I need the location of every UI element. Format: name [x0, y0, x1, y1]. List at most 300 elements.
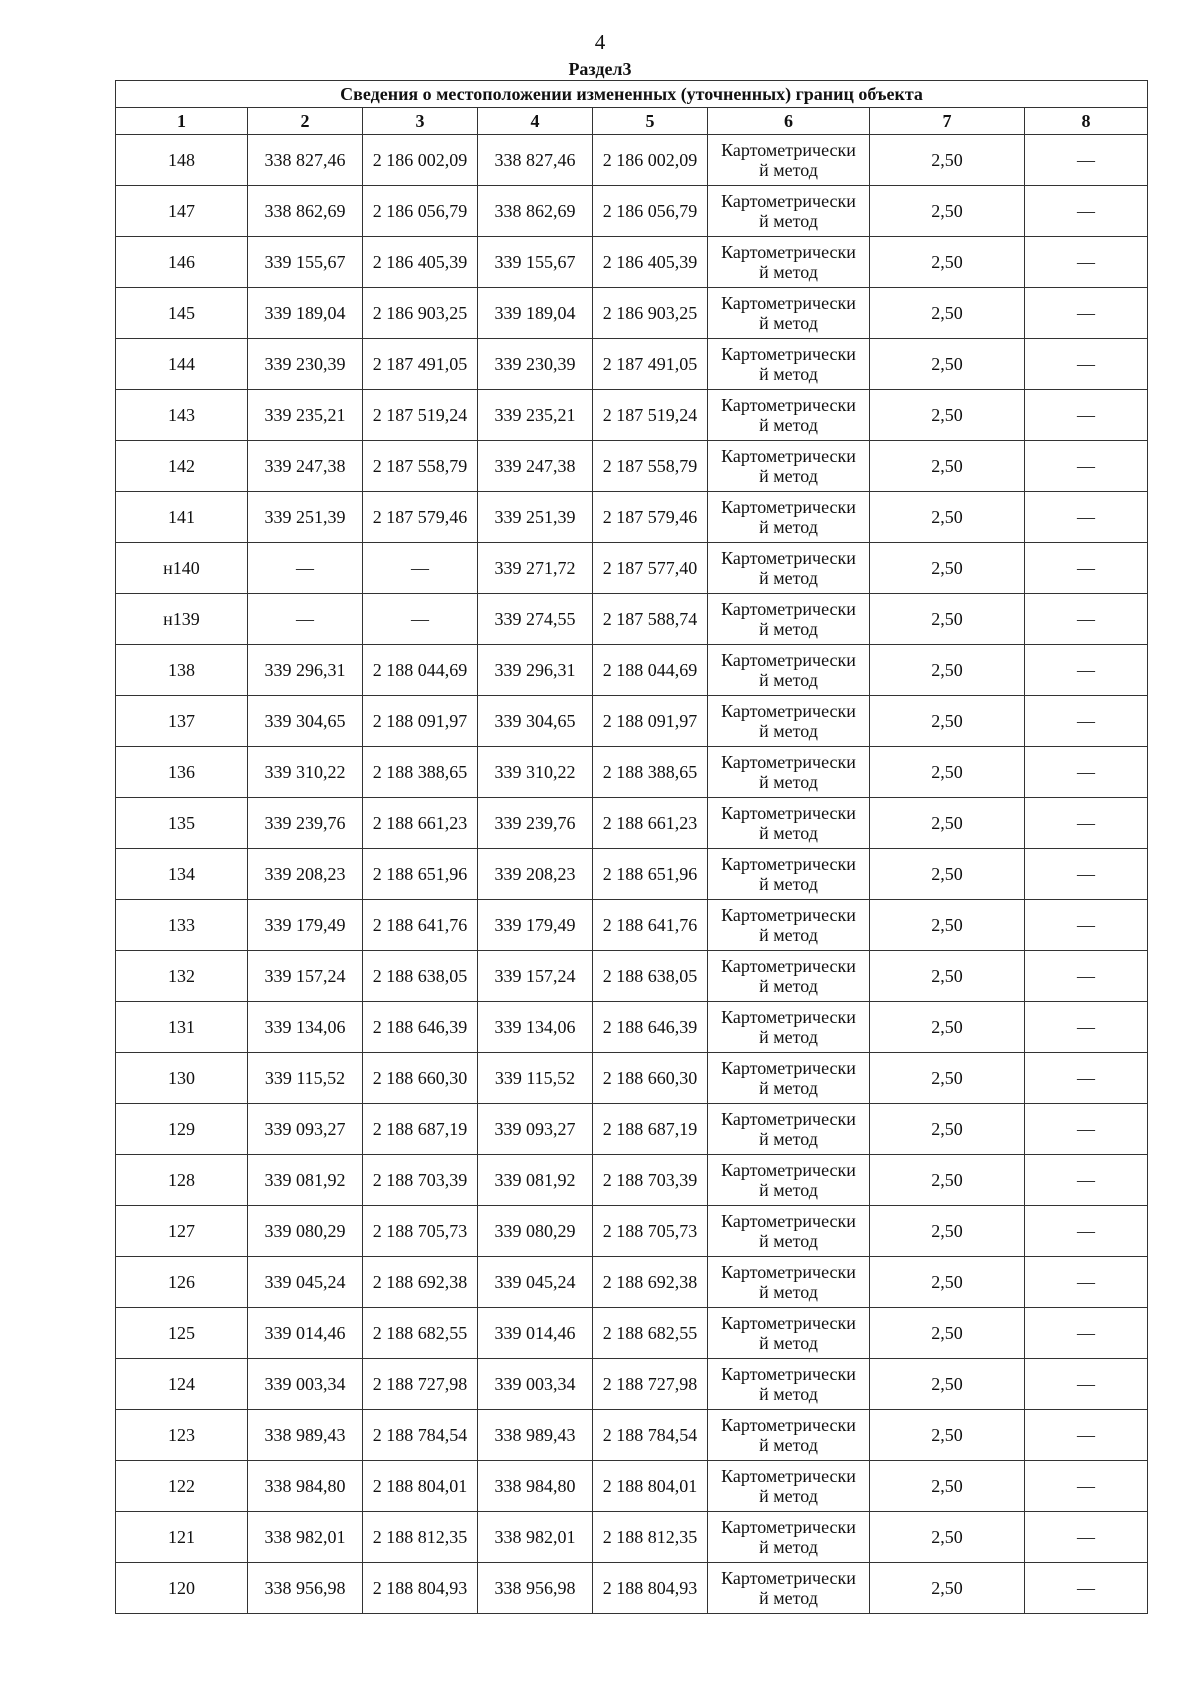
- table-row: [116, 237, 1148, 288]
- new-x-cell: 339 274,55: [478, 594, 593, 645]
- description-cell: —: [1025, 1359, 1148, 1410]
- table-row: [116, 1257, 1148, 1308]
- table-row: [116, 543, 1148, 594]
- description-cell: —: [1025, 1308, 1148, 1359]
- table-row: [116, 594, 1148, 645]
- new-x-cell: 339 296,31: [478, 645, 593, 696]
- accuracy-cell: 2,50: [870, 1053, 1025, 1104]
- method-line-1: Картометрически: [721, 1262, 856, 1282]
- point-number-cell: 143: [116, 390, 248, 441]
- old-y-cell: 2 188 661,23: [363, 798, 478, 849]
- method-line-2: й метод: [759, 466, 818, 486]
- old-x-cell: 339 134,06: [248, 1002, 363, 1053]
- description-cell: —: [1025, 951, 1148, 1002]
- method-line-2: й метод: [759, 925, 818, 945]
- method-line-2: й метод: [759, 160, 818, 180]
- method-cell: [708, 900, 870, 951]
- accuracy-cell: 2,50: [870, 1308, 1025, 1359]
- method-line-2: й метод: [759, 1333, 818, 1353]
- point-number-cell: 122: [116, 1461, 248, 1512]
- method-cell: [708, 1461, 870, 1512]
- table-row: [116, 1512, 1148, 1563]
- new-x-cell: 339 014,46: [478, 1308, 593, 1359]
- method-cell: [708, 594, 870, 645]
- description-cell: —: [1025, 288, 1148, 339]
- old-x-cell: 339 296,31: [248, 645, 363, 696]
- old-x-cell: 339 115,52: [248, 1053, 363, 1104]
- table-row: [116, 186, 1148, 237]
- method-line-2: й метод: [759, 1435, 818, 1455]
- new-y-cell: 2 188 388,65: [593, 747, 708, 798]
- new-y-cell: 2 187 579,46: [593, 492, 708, 543]
- method-cell: [708, 798, 870, 849]
- table-row: [116, 951, 1148, 1002]
- new-x-cell: 339 310,22: [478, 747, 593, 798]
- table-row: [116, 645, 1148, 696]
- old-y-cell: 2 188 804,93: [363, 1563, 478, 1614]
- method-cell: [708, 135, 870, 186]
- method-cell: [708, 492, 870, 543]
- new-y-cell: 2 186 056,79: [593, 186, 708, 237]
- table-row: [116, 1359, 1148, 1410]
- method-line-1: Картометрически: [721, 803, 856, 823]
- new-y-cell: 2 187 491,05: [593, 339, 708, 390]
- method-line-1: Картометрически: [721, 650, 856, 670]
- table-row: [116, 1155, 1148, 1206]
- method-line-2: й метод: [759, 1384, 818, 1404]
- table-row: [116, 849, 1148, 900]
- point-number-cell: 141: [116, 492, 248, 543]
- old-x-cell: 339 179,49: [248, 900, 363, 951]
- description-cell: —: [1025, 747, 1148, 798]
- point-number-cell: 142: [116, 441, 248, 492]
- method-cell: [708, 339, 870, 390]
- old-y-cell: 2 187 579,46: [363, 492, 478, 543]
- new-y-cell: 2 188 804,93: [593, 1563, 708, 1614]
- method-cell: [708, 1104, 870, 1155]
- method-cell: [708, 696, 870, 747]
- method-cell: [708, 951, 870, 1002]
- new-y-cell: 2 188 651,96: [593, 849, 708, 900]
- table-row: [116, 1104, 1148, 1155]
- accuracy-cell: 2,50: [870, 1512, 1025, 1563]
- old-y-cell: 2 188 727,98: [363, 1359, 478, 1410]
- new-y-cell: 2 188 044,69: [593, 645, 708, 696]
- new-y-cell: 2 188 638,05: [593, 951, 708, 1002]
- old-x-cell: 338 827,46: [248, 135, 363, 186]
- accuracy-cell: 2,50: [870, 747, 1025, 798]
- table-body: [116, 135, 1148, 1614]
- point-number-cell: н139: [116, 594, 248, 645]
- method-line-1: Картометрически: [721, 395, 856, 415]
- new-y-cell: 2 188 687,19: [593, 1104, 708, 1155]
- new-y-cell: 2 188 804,01: [593, 1461, 708, 1512]
- old-x-cell: 339 081,92: [248, 1155, 363, 1206]
- table-row: [116, 1308, 1148, 1359]
- description-cell: —: [1025, 441, 1148, 492]
- method-line-2: й метод: [759, 568, 818, 588]
- point-number-cell: 134: [116, 849, 248, 900]
- new-y-cell: 2 188 703,39: [593, 1155, 708, 1206]
- method-line-2: й метод: [759, 1231, 818, 1251]
- method-line-2: й метод: [759, 1180, 818, 1200]
- description-cell: —: [1025, 492, 1148, 543]
- new-x-cell: 339 157,24: [478, 951, 593, 1002]
- accuracy-cell: 2,50: [870, 849, 1025, 900]
- new-x-cell: 338 982,01: [478, 1512, 593, 1563]
- table-row: [116, 1563, 1148, 1614]
- description-cell: —: [1025, 186, 1148, 237]
- new-x-cell: 339 304,65: [478, 696, 593, 747]
- old-y-cell: 2 188 044,69: [363, 645, 478, 696]
- method-line-1: Картометрически: [721, 1211, 856, 1231]
- accuracy-cell: 2,50: [870, 951, 1025, 1002]
- method-cell: [708, 645, 870, 696]
- table-row: [116, 798, 1148, 849]
- method-line-1: Картометрически: [721, 497, 856, 517]
- new-x-cell: 339 080,29: [478, 1206, 593, 1257]
- method-cell: [708, 1206, 870, 1257]
- point-number-cell: 128: [116, 1155, 248, 1206]
- column-number: 2: [248, 108, 363, 135]
- method-line-1: Картометрически: [721, 1109, 856, 1129]
- method-cell: [708, 186, 870, 237]
- point-number-cell: 136: [116, 747, 248, 798]
- accuracy-cell: 2,50: [870, 186, 1025, 237]
- accuracy-cell: 2,50: [870, 237, 1025, 288]
- old-x-cell: 339 155,67: [248, 237, 363, 288]
- description-cell: —: [1025, 798, 1148, 849]
- new-y-cell: 2 187 519,24: [593, 390, 708, 441]
- old-y-cell: 2 188 692,38: [363, 1257, 478, 1308]
- old-x-cell: 339 014,46: [248, 1308, 363, 1359]
- new-x-cell: 339 093,27: [478, 1104, 593, 1155]
- description-cell: —: [1025, 1206, 1148, 1257]
- new-y-cell: 2 186 405,39: [593, 237, 708, 288]
- table-row: [116, 1410, 1148, 1461]
- method-line-1: Картометрически: [721, 344, 856, 364]
- point-number-cell: 126: [116, 1257, 248, 1308]
- method-cell: [708, 1155, 870, 1206]
- table-row: [116, 492, 1148, 543]
- column-number: 4: [478, 108, 593, 135]
- new-x-cell: 338 827,46: [478, 135, 593, 186]
- table-row: [116, 135, 1148, 186]
- point-number-cell: 130: [116, 1053, 248, 1104]
- table-row: [116, 1053, 1148, 1104]
- old-x-cell: 339 251,39: [248, 492, 363, 543]
- column-numbers-row: [116, 108, 1148, 135]
- new-x-cell: 339 003,34: [478, 1359, 593, 1410]
- method-cell: [708, 1257, 870, 1308]
- old-x-cell: 339 230,39: [248, 339, 363, 390]
- column-number: 5: [593, 108, 708, 135]
- method-cell: [708, 1002, 870, 1053]
- new-x-cell: 339 230,39: [478, 339, 593, 390]
- point-number-cell: 131: [116, 1002, 248, 1053]
- new-x-cell: 339 235,21: [478, 390, 593, 441]
- old-x-cell: 339 080,29: [248, 1206, 363, 1257]
- point-number-cell: 121: [116, 1512, 248, 1563]
- accuracy-cell: 2,50: [870, 135, 1025, 186]
- accuracy-cell: 2,50: [870, 288, 1025, 339]
- new-y-cell: 2 188 660,30: [593, 1053, 708, 1104]
- method-line-1: Картометрически: [721, 701, 856, 721]
- method-line-2: й метод: [759, 976, 818, 996]
- accuracy-cell: 2,50: [870, 1002, 1025, 1053]
- old-y-cell: 2 188 660,30: [363, 1053, 478, 1104]
- point-number-cell: 124: [116, 1359, 248, 1410]
- method-line-2: й метод: [759, 1282, 818, 1302]
- old-y-cell: 2 186 002,09: [363, 135, 478, 186]
- old-y-cell: 2 188 812,35: [363, 1512, 478, 1563]
- column-number: 3: [363, 108, 478, 135]
- method-cell: [708, 441, 870, 492]
- description-cell: —: [1025, 900, 1148, 951]
- method-line-2: й метод: [759, 874, 818, 894]
- old-y-cell: —: [363, 594, 478, 645]
- method-line-1: Картометрически: [721, 1313, 856, 1333]
- old-x-cell: 339 093,27: [248, 1104, 363, 1155]
- accuracy-cell: 2,50: [870, 492, 1025, 543]
- method-cell: [708, 1308, 870, 1359]
- new-y-cell: 2 188 784,54: [593, 1410, 708, 1461]
- old-y-cell: 2 186 056,79: [363, 186, 478, 237]
- description-cell: —: [1025, 390, 1148, 441]
- accuracy-cell: 2,50: [870, 1410, 1025, 1461]
- description-cell: —: [1025, 1410, 1148, 1461]
- old-y-cell: 2 188 705,73: [363, 1206, 478, 1257]
- new-x-cell: 338 989,43: [478, 1410, 593, 1461]
- method-line-1: Картометрически: [721, 1415, 856, 1435]
- accuracy-cell: 2,50: [870, 1206, 1025, 1257]
- old-y-cell: 2 188 703,39: [363, 1155, 478, 1206]
- method-line-2: й метод: [759, 619, 818, 639]
- new-x-cell: 339 045,24: [478, 1257, 593, 1308]
- new-x-cell: 339 115,52: [478, 1053, 593, 1104]
- old-y-cell: 2 188 091,97: [363, 696, 478, 747]
- method-line-2: й метод: [759, 262, 818, 282]
- point-number-cell: 129: [116, 1104, 248, 1155]
- method-cell: [708, 1359, 870, 1410]
- old-x-cell: 339 157,24: [248, 951, 363, 1002]
- method-cell: [708, 747, 870, 798]
- method-cell: [708, 849, 870, 900]
- description-cell: —: [1025, 849, 1148, 900]
- method-line-1: Картометрически: [721, 1160, 856, 1180]
- accuracy-cell: 2,50: [870, 543, 1025, 594]
- old-y-cell: —: [363, 543, 478, 594]
- old-x-cell: 339 304,65: [248, 696, 363, 747]
- new-y-cell: 2 187 558,79: [593, 441, 708, 492]
- new-y-cell: 2 188 727,98: [593, 1359, 708, 1410]
- new-x-cell: 339 208,23: [478, 849, 593, 900]
- old-y-cell: 2 188 804,01: [363, 1461, 478, 1512]
- description-cell: —: [1025, 237, 1148, 288]
- table-row: [116, 1002, 1148, 1053]
- table-caption-row: [116, 81, 1148, 108]
- method-line-1: Картометрически: [721, 242, 856, 262]
- table-row: [116, 900, 1148, 951]
- description-cell: —: [1025, 543, 1148, 594]
- description-cell: —: [1025, 1512, 1148, 1563]
- method-line-2: й метод: [759, 364, 818, 384]
- point-number-cell: 137: [116, 696, 248, 747]
- old-y-cell: 2 188 687,19: [363, 1104, 478, 1155]
- old-y-cell: 2 186 903,25: [363, 288, 478, 339]
- new-x-cell: 339 239,76: [478, 798, 593, 849]
- new-y-cell: 2 188 646,39: [593, 1002, 708, 1053]
- accuracy-cell: 2,50: [870, 798, 1025, 849]
- accuracy-cell: 2,50: [870, 339, 1025, 390]
- method-line-1: Картометрически: [721, 1007, 856, 1027]
- point-number-cell: 146: [116, 237, 248, 288]
- description-cell: —: [1025, 1563, 1148, 1614]
- new-y-cell: 2 187 577,40: [593, 543, 708, 594]
- old-x-cell: 338 956,98: [248, 1563, 363, 1614]
- column-number: 6: [708, 108, 870, 135]
- method-line-1: Картометрически: [721, 446, 856, 466]
- accuracy-cell: 2,50: [870, 1461, 1025, 1512]
- table-row: [116, 390, 1148, 441]
- old-y-cell: 2 188 651,96: [363, 849, 478, 900]
- point-number-cell: 144: [116, 339, 248, 390]
- new-x-cell: 339 189,04: [478, 288, 593, 339]
- method-cell: [708, 543, 870, 594]
- method-line-1: Картометрически: [721, 599, 856, 619]
- method-line-1: Картометрически: [721, 1568, 856, 1588]
- table-row: [116, 339, 1148, 390]
- method-line-2: й метод: [759, 1537, 818, 1557]
- method-line-2: й метод: [759, 211, 818, 231]
- column-number: 1: [116, 108, 248, 135]
- method-line-2: й метод: [759, 1078, 818, 1098]
- description-cell: —: [1025, 1257, 1148, 1308]
- new-x-cell: 338 984,80: [478, 1461, 593, 1512]
- point-number-cell: 132: [116, 951, 248, 1002]
- method-line-1: Картометрически: [721, 293, 856, 313]
- description-cell: —: [1025, 339, 1148, 390]
- method-line-2: й метод: [759, 517, 818, 537]
- new-y-cell: 2 188 692,38: [593, 1257, 708, 1308]
- method-line-1: Картометрически: [721, 1364, 856, 1384]
- description-cell: —: [1025, 645, 1148, 696]
- table-row: [116, 441, 1148, 492]
- method-line-2: й метод: [759, 415, 818, 435]
- old-y-cell: 2 188 641,76: [363, 900, 478, 951]
- method-line-1: Картометрически: [721, 956, 856, 976]
- method-cell: [708, 1410, 870, 1461]
- accuracy-cell: 2,50: [870, 1359, 1025, 1410]
- old-y-cell: 2 188 784,54: [363, 1410, 478, 1461]
- new-y-cell: 2 187 588,74: [593, 594, 708, 645]
- method-line-1: Картометрически: [721, 1517, 856, 1537]
- old-x-cell: 338 984,80: [248, 1461, 363, 1512]
- new-x-cell: 338 862,69: [478, 186, 593, 237]
- method-line-1: Картометрически: [721, 1466, 856, 1486]
- method-line-1: Картометрически: [721, 905, 856, 925]
- point-number-cell: 133: [116, 900, 248, 951]
- old-y-cell: 2 188 682,55: [363, 1308, 478, 1359]
- method-line-2: й метод: [759, 313, 818, 333]
- accuracy-cell: 2,50: [870, 1104, 1025, 1155]
- description-cell: —: [1025, 1002, 1148, 1053]
- page-number: 4: [594, 30, 606, 54]
- point-number-cell: 120: [116, 1563, 248, 1614]
- new-x-cell: 339 179,49: [478, 900, 593, 951]
- description-cell: —: [1025, 135, 1148, 186]
- old-y-cell: 2 188 388,65: [363, 747, 478, 798]
- new-y-cell: 2 186 002,09: [593, 135, 708, 186]
- old-y-cell: 2 186 405,39: [363, 237, 478, 288]
- old-y-cell: 2 187 558,79: [363, 441, 478, 492]
- old-x-cell: —: [248, 543, 363, 594]
- method-line-2: й метод: [759, 1027, 818, 1047]
- method-line-1: Картометрически: [721, 1058, 856, 1078]
- column-number: 8: [1025, 108, 1148, 135]
- new-x-cell: 339 247,38: [478, 441, 593, 492]
- method-line-1: Картометрически: [721, 548, 856, 568]
- table-row: [116, 696, 1148, 747]
- point-number-cell: 138: [116, 645, 248, 696]
- point-number-cell: 135: [116, 798, 248, 849]
- method-line-2: й метод: [759, 772, 818, 792]
- description-cell: —: [1025, 594, 1148, 645]
- new-x-cell: 338 956,98: [478, 1563, 593, 1614]
- table-row: [116, 1206, 1148, 1257]
- point-number-cell: 148: [116, 135, 248, 186]
- point-number-cell: 123: [116, 1410, 248, 1461]
- point-number-cell: 125: [116, 1308, 248, 1359]
- new-y-cell: 2 188 091,97: [593, 696, 708, 747]
- new-y-cell: 2 188 661,23: [593, 798, 708, 849]
- old-x-cell: 339 239,76: [248, 798, 363, 849]
- method-cell: [708, 1512, 870, 1563]
- old-x-cell: 339 247,38: [248, 441, 363, 492]
- new-y-cell: 2 188 812,35: [593, 1512, 708, 1563]
- accuracy-cell: 2,50: [870, 1563, 1025, 1614]
- old-x-cell: 339 189,04: [248, 288, 363, 339]
- method-line-1: Картометрически: [721, 191, 856, 211]
- method-cell: [708, 1563, 870, 1614]
- point-number-cell: 145: [116, 288, 248, 339]
- method-line-2: й метод: [759, 1588, 818, 1608]
- point-number-cell: 147: [116, 186, 248, 237]
- old-x-cell: 339 235,21: [248, 390, 363, 441]
- new-x-cell: 339 134,06: [478, 1002, 593, 1053]
- old-x-cell: 339 003,34: [248, 1359, 363, 1410]
- new-x-cell: 339 155,67: [478, 237, 593, 288]
- method-line-1: Картометрически: [721, 140, 856, 160]
- old-y-cell: 2 188 646,39: [363, 1002, 478, 1053]
- new-y-cell: 2 188 641,76: [593, 900, 708, 951]
- method-cell: [708, 237, 870, 288]
- coordinates-table: [115, 80, 1148, 1614]
- old-x-cell: 338 982,01: [248, 1512, 363, 1563]
- accuracy-cell: 2,50: [870, 696, 1025, 747]
- method-cell: [708, 1053, 870, 1104]
- description-cell: —: [1025, 1053, 1148, 1104]
- new-x-cell: 339 081,92: [478, 1155, 593, 1206]
- column-number: 7: [870, 108, 1025, 135]
- method-line-2: й метод: [759, 823, 818, 843]
- point-number-cell: 127: [116, 1206, 248, 1257]
- accuracy-cell: 2,50: [870, 645, 1025, 696]
- old-y-cell: 2 187 491,05: [363, 339, 478, 390]
- table-row: [116, 747, 1148, 798]
- old-x-cell: 339 310,22: [248, 747, 363, 798]
- table-caption: Сведения о местоположении измененных (уточненных) границ объекта: [116, 81, 1148, 108]
